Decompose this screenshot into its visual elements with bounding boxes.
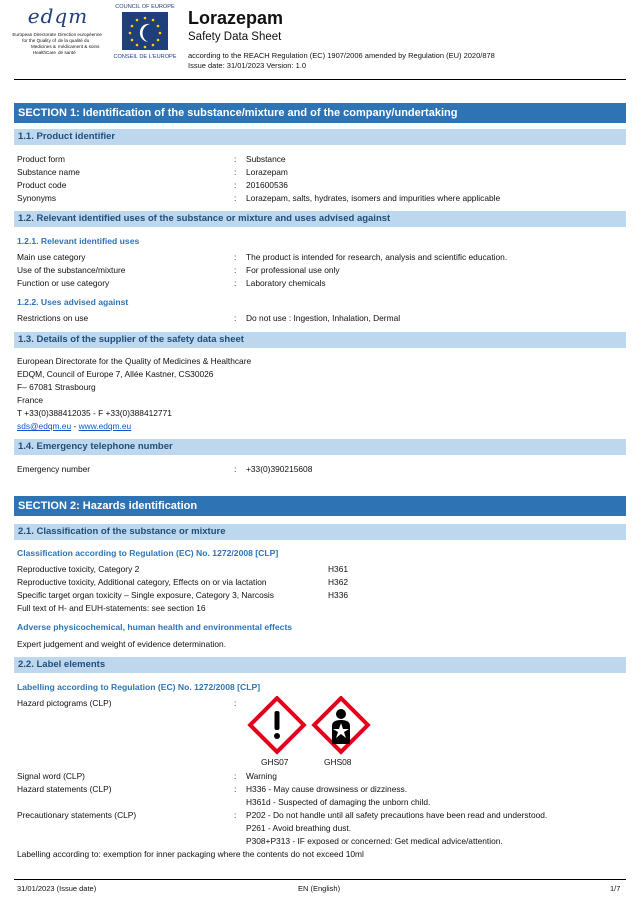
- hazard-code: H336: [328, 590, 349, 600]
- subsection-2-2-header: 2.2. Label elements: [14, 657, 626, 673]
- edqm-logo: [12, 4, 104, 64]
- adverse-effects-heading: Adverse physicochemical, human health and environmental effects: [17, 622, 293, 632]
- section-1-header: SECTION 1: Identification of the substance/mixture and of the company/undertaking: [14, 103, 626, 123]
- document-title: Lorazepam: [188, 8, 284, 28]
- row-colon: :: [234, 252, 237, 262]
- website-link[interactable]: www.edqm.eu: [78, 421, 132, 431]
- supplier-line: France: [17, 395, 44, 405]
- row-label: Main use category: [17, 252, 86, 262]
- row-label: Hazard pictograms (CLP): [17, 698, 112, 708]
- header-divider: [14, 79, 626, 80]
- classification-label: Reproductive toxicity, Category 2: [17, 564, 140, 574]
- subsection-1-2-2-heading: 1.2.2. Uses advised against: [17, 297, 129, 307]
- row-value: The product is intended for research, analysis and scientific education.: [246, 252, 508, 262]
- row-colon: :: [234, 265, 237, 275]
- hazard-statement: H336 - May cause drowsiness or dizziness.: [246, 784, 408, 794]
- issue-line: Issue date: 31/01/2023 Version: 1.0: [188, 61, 307, 70]
- row-value: Do not use : Ingestion, Inhalation, Dermal: [246, 313, 401, 323]
- subsection-2-1-header: 2.1. Classification of the substance or mixture: [14, 524, 626, 540]
- coe-logo-bottom: CONSEIL DE L'EUROPE: [113, 54, 177, 60]
- row-colon: :: [234, 771, 237, 781]
- subsection-1-4-header: 1.4. Emergency telephone number: [14, 439, 626, 455]
- subsection-1-2-1-heading: 1.2.1. Relevant identified uses: [17, 236, 140, 246]
- fulltext-note: Full text of H- and EUH-statements: see section 16: [17, 603, 206, 613]
- coe-emblem-icon: [108, 10, 182, 52]
- row-colon: :: [234, 180, 237, 190]
- supplier-line: EDQM, Council of Europe 7, Allée Kastner, CS30026: [17, 369, 214, 379]
- edqm-logo-text: edqm: [27, 4, 89, 28]
- supplier-line: T +33(0)388412035 - F +33(0)388412771: [17, 408, 172, 418]
- edqm-caption-fr: Direction européenne de la qualité du médicament & soins de santé: [58, 32, 102, 55]
- row-label: Synonyms: [17, 193, 57, 203]
- row-label: Use of the substance/mixture: [17, 265, 126, 275]
- signal-word: Warning: [246, 771, 277, 781]
- row-label: Product form: [17, 154, 65, 164]
- row-value: Laboratory chemicals: [246, 278, 326, 288]
- row-label: Function or use category: [17, 278, 110, 288]
- precautionary-statement: P261 - Avoid breathing dust.: [246, 823, 352, 833]
- row-colon: :: [234, 278, 237, 288]
- ghs08-health-hazard-icon: [310, 696, 372, 756]
- subsection-1-1-header: 1.1. Product identifier: [14, 129, 626, 145]
- hazard-statement: H361d - Suspected of damaging the unborn child.: [246, 797, 431, 807]
- row-value: Lorazepam: [246, 167, 288, 177]
- section-2-header: SECTION 2: Hazards identification: [14, 496, 626, 516]
- subsection-1-2-header: 1.2. Relevant identified uses of the substance or mixture and uses advised against: [14, 211, 626, 227]
- ghs08-label: GHS08: [324, 757, 352, 767]
- ghs07-label: GHS07: [261, 757, 289, 767]
- classification-label: Reproductive toxicity, Additional category, Effects on or via lactation: [17, 577, 267, 587]
- footer-language: EN (English): [298, 884, 341, 893]
- row-colon: :: [234, 810, 237, 820]
- row-colon: :: [234, 167, 237, 177]
- ghs07-exclamation-icon: [246, 696, 308, 756]
- subsection-1-3-header: 1.3. Details of the supplier of the safety data sheet: [14, 332, 626, 348]
- footer-page-number: 1/7: [610, 884, 621, 893]
- row-label: Restrictions on use: [17, 313, 89, 323]
- row-colon: :: [234, 313, 237, 323]
- row-colon: :: [234, 193, 237, 203]
- row-colon: :: [234, 698, 237, 708]
- row-label: Signal word (CLP): [17, 771, 85, 781]
- row-value: Substance: [246, 154, 286, 164]
- labelling-heading: Labelling according to Regulation (EC) No. 1272/2008 [CLP]: [17, 682, 261, 692]
- footer-divider: [14, 879, 626, 880]
- row-value: 201600536: [246, 180, 288, 190]
- row-colon: :: [234, 784, 237, 794]
- row-value: Lorazepam, salts, hydrates, isomers and impurities where applicable: [246, 193, 501, 203]
- email-link[interactable]: sds@edqm.eu: [17, 421, 72, 431]
- adverse-effects-text: Expert judgement and weight of evidence determination.: [17, 639, 227, 649]
- classification-label: Specific target organ toxicity – Single exposure, Category 3, Narcosis: [17, 590, 274, 600]
- row-value: For professional use only: [246, 265, 340, 275]
- document-subtitle: Safety Data Sheet: [188, 31, 282, 43]
- council-of-europe-logo: [108, 4, 182, 64]
- row-label: Emergency number: [17, 464, 91, 474]
- edqm-caption-en: European Directorate for the Quality of Medicines & HealthCare: [12, 32, 56, 55]
- supplier-contacts: [17, 421, 131, 431]
- regulation-line: according to the REACH Regulation (EC) 1907/2006 amended by Regulation (EU) 2020/878: [188, 51, 495, 60]
- hazard-code: H361: [328, 564, 349, 574]
- coe-logo-top: COUNCIL OF EUROPE: [115, 4, 175, 10]
- footer-issue-date: 31/01/2023 (Issue date): [17, 884, 97, 893]
- supplier-line: F– 67081 Strasbourg: [17, 382, 96, 392]
- row-colon: :: [234, 464, 237, 474]
- precautionary-statement: P308+P313 - IF exposed or concerned: Get medical advice/attention.: [246, 836, 503, 846]
- row-label: Precautionary statements (CLP): [17, 810, 137, 820]
- row-label: Substance name: [17, 167, 80, 177]
- contact-separator: -: [71, 421, 79, 431]
- row-value: +33(0)390215608: [246, 464, 313, 474]
- precautionary-statement: P202 - Do not handle until all safety precautions have been read and understood.: [246, 810, 548, 820]
- classification-heading: Classification according to Regulation (EC) No. 1272/2008 [CLP]: [17, 548, 279, 558]
- row-label: Hazard statements (CLP): [17, 784, 112, 794]
- row-label: Product code: [17, 180, 67, 190]
- hazard-code: H362: [328, 577, 349, 587]
- exemption-note: Labelling according to: exemption for inner packaging where the contents do not exceed 10ml: [17, 849, 364, 859]
- supplier-line: European Directorate for the Quality of Medicines & Healthcare: [17, 356, 252, 366]
- row-colon: :: [234, 154, 237, 164]
